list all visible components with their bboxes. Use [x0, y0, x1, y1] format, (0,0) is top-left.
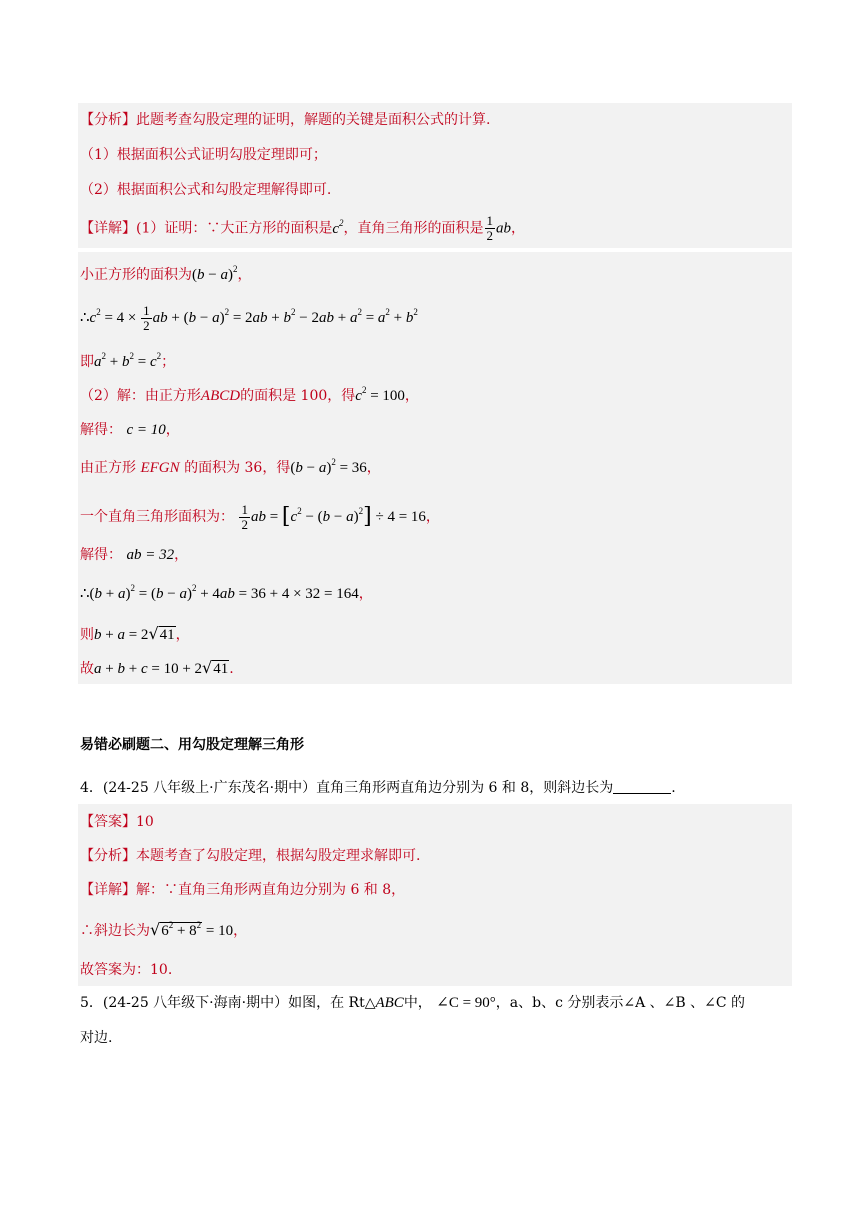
analysis-step-2 [80, 180, 331, 200]
conclusion-line [80, 352, 175, 372]
math-c-10: c = 10 [126, 422, 166, 438]
triangle-area-line [80, 503, 440, 532]
part2-line [80, 386, 419, 406]
q4-hypotenuse [80, 920, 247, 941]
efgn-mid: 的面积为 36，得 [184, 460, 291, 476]
efgn-prefix: 由正方形 [80, 460, 136, 476]
analysis-step-2-text: （2）根据面积公式和勾股定理解得即可. [80, 182, 332, 198]
detail-line [80, 214, 525, 243]
math-perimeter: a + b + c = 10 + 2√41 [94, 658, 229, 677]
fraction-one-half: $\frac{1}{2}$ [486, 213, 494, 243]
solve-c-prefix: 解得： [80, 422, 122, 438]
q4-answer-value: 10 [136, 814, 154, 830]
q4-detail-tag: 【详解】 [80, 882, 136, 898]
b-plus-a-result-line: 则b + a = 2√41， [80, 624, 190, 643]
solve-ab-end: ， [174, 547, 189, 563]
q5-stem-line1 [80, 993, 745, 1013]
q4-stem [80, 778, 676, 798]
efgn-end: ， [366, 460, 381, 476]
q4-detail [80, 880, 405, 900]
math-ab: ab [496, 220, 512, 237]
part2-end: ， [404, 388, 419, 404]
conclusion-prefix: 即 [80, 354, 94, 370]
q5-stem-d: a、b、c 分别表示∠A 、∠B 、∠C 的 [509, 995, 746, 1011]
q4-analysis-text: 本题考查了勾股定理，根据勾股定理求解即可. [136, 848, 421, 864]
square-abcd: ABCD [200, 388, 241, 404]
q4-final-text: 故答案为：10. [80, 962, 173, 978]
q5-stem-e: 对边. [80, 1030, 113, 1046]
q5-stem-c: ， [495, 995, 510, 1011]
b-plus-a-line [80, 584, 373, 604]
math-sqrt-6-8: $√6^2 + 8^2 = 10$ [150, 920, 234, 939]
conclusion-end: ； [161, 354, 176, 370]
part2-mid: 的面积是 100，得 [240, 388, 356, 404]
math-b-minus-a-squared: $(b - a)^2$ [192, 264, 238, 283]
q4-analysis-tag: 【分析】 [80, 848, 136, 864]
q4-stem-text: 4．(24-25 八年级上·广东茂名·期中）直角三角形两直角边分别为 6 和 8，则斜边长为 [80, 780, 614, 796]
detail-end: ， [511, 220, 526, 237]
efgn-line [80, 458, 381, 478]
q4-answer [80, 812, 154, 832]
analysis-step-1 [80, 145, 327, 165]
b-plus-a-end: ， [358, 586, 373, 602]
q4-detail-text: 解：∵直角三角形两直角边分别为 6 和 8， [136, 882, 406, 898]
q5-triangle-abc: ABC [375, 995, 404, 1011]
q5-angle-c: ∠C = 90° [436, 995, 496, 1011]
triangle-area-prefix: 一个直角三角形面积为： [80, 508, 234, 525]
q4-answer-tag: 【答案】 [80, 814, 136, 830]
math-b-minus-a-36: $(b - a)^2 = 36$ [290, 457, 367, 476]
detail-text-b: ，直角三角形的面积是 [343, 220, 484, 237]
small-square-text: 小正方形的面积为 [80, 267, 192, 283]
perimeter-prefix: 故 [80, 661, 94, 677]
result-prefix: 则 [80, 627, 94, 643]
q4-final [80, 960, 172, 980]
q5-stem-b: 中， [403, 995, 432, 1011]
math-c-squared: $c^2$ [332, 217, 344, 237]
math-triangle-area: $\frac{1}{2}$ ab = $[c^2 - (b - a)^2] \div 4 = 16$ [241, 502, 426, 532]
section-heading: 易错必刷题二、用勾股定理解三角形 [80, 737, 304, 753]
perimeter-line: 故a + b + c = 10 + 2√41. [80, 658, 234, 677]
q4-analysis [80, 846, 420, 866]
solve-c-line [80, 420, 180, 440]
math-pythagoras: $a^2 + b^2 = c^2$ [94, 351, 162, 370]
q4-hypotenuse-prefix: ∴斜边长为 [80, 923, 150, 939]
math-ab-32: ab = 32 [126, 547, 175, 563]
detail-text-a: (1）证明：∵大正方形的面积是 [136, 220, 333, 237]
solve-ab-prefix: 解得： [80, 547, 122, 563]
analysis-step-1-text: （1）根据面积公式证明勾股定理即可； [80, 147, 327, 163]
equation-c-squared: $\therefore c^2 = 4$ × $\frac{1}{2}$ ab + $(b - a)^2 = 2ab + b^2 - 2ab + a^2 = a^2 + b^2$ [80, 303, 418, 333]
q5-stem-a: 5．(24-25 八年级下·海南·期中）如图，在 Rt△ [80, 995, 376, 1011]
q4-stem-end: . [671, 780, 676, 796]
part2-prefix: （2）解：由正方形 [80, 388, 201, 404]
q4-hypotenuse-end: ， [233, 923, 248, 939]
small-square-line: 小正方形的面积为$(b - a)^2$， [80, 264, 252, 283]
analysis-tag: 【分析】 [80, 112, 136, 128]
q5-stem-line2 [80, 1028, 112, 1048]
math-b-plus-a-squared: ∴(b + $a)^2 = (b - a)^2 + 4ab = 36 + 4 \times 32 = 164$ [80, 583, 359, 602]
square-efgn: EFGN [140, 460, 180, 476]
answer-blank[interactable] [613, 779, 671, 794]
math-c2-100: $c^2 = 100$ [355, 385, 405, 404]
triangle-area-end: ， [425, 508, 440, 525]
analysis-line [80, 110, 490, 130]
solve-c-end: ， [165, 422, 180, 438]
math-b-plus-a-root: b + a = 2√41 [94, 624, 175, 643]
detail-tag: 【详解】 [80, 220, 136, 237]
analysis-text: 此题考查勾股定理的证明，解题的关键是面积公式的计算. [136, 112, 491, 128]
solve-ab-line [80, 545, 188, 565]
